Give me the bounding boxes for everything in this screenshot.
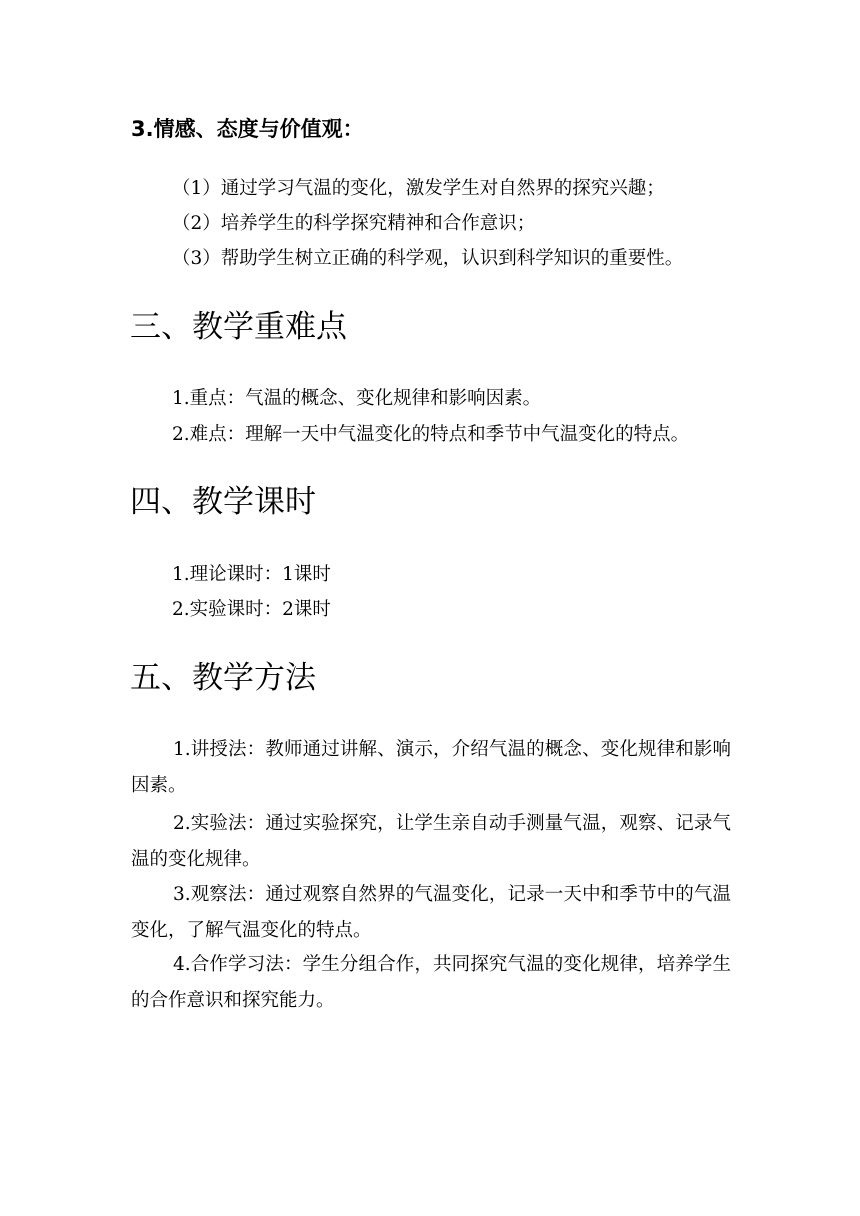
method-paragraph: 2.实验法：通过实验探究，让学生亲自动手测量气温，观察、记录气温的变化规律。 — [131, 813, 731, 870]
method-paragraph: 1.讲授法：教师通过讲解、演示，介绍气温的概念、变化规律和影响因素。 — [131, 739, 731, 796]
list-item: （3）帮助学生树立正确的科学观，认识到科学知识的重要性。 — [172, 248, 684, 269]
list-item: （1）通过学习气温的变化，激发学生对自然界的探究兴趣； — [172, 178, 665, 199]
method-paragraph: 3.观察法：通过观察自然界的气温变化，记录一天中和季节中的气温变化，了解气温变化的特点。 — [131, 884, 731, 941]
subsection-title-emotion: 3.情感、态度与价值观： — [131, 117, 364, 141]
list-item: 1.重点：气温的概念、变化规律和影响因素。 — [172, 388, 542, 409]
list-item: 1.理论课时：1课时 — [172, 564, 331, 585]
list-item: 2.实验课时：2课时 — [172, 599, 331, 620]
section-heading-methods: 五、教学方法 — [130, 660, 316, 696]
section-heading-key-points: 三、教学重难点 — [130, 309, 347, 345]
section-heading-hours: 四、教学课时 — [130, 484, 316, 520]
list-item: （2）培养学生的科学探究精神和合作意识； — [172, 213, 536, 234]
method-paragraph: 4.合作学习法：学生分组合作，共同探究气温的变化规律，培养学生的合作意识和探究能力。 — [131, 954, 731, 1011]
list-item: 2.难点：理解一天中气温变化的特点和季节中气温变化的特点。 — [172, 424, 690, 445]
